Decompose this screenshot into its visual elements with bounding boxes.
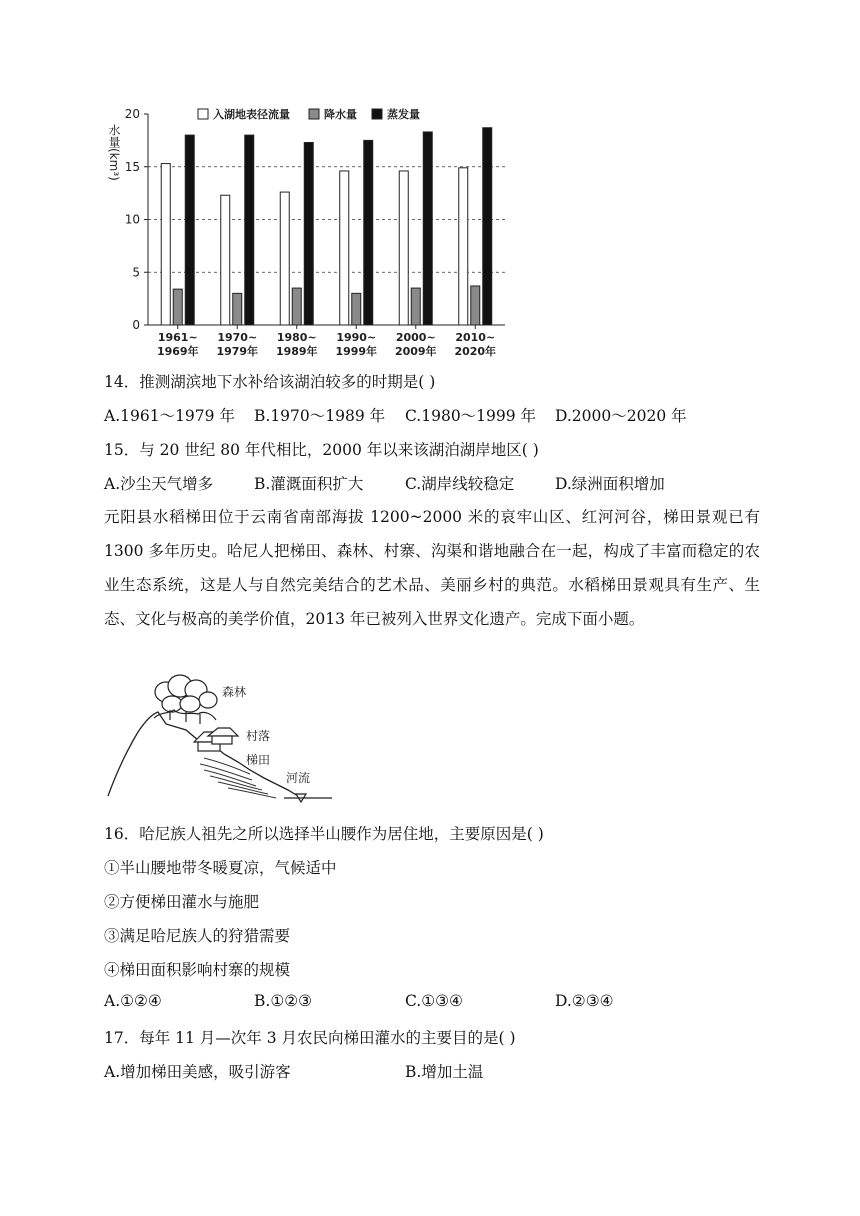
x-tick-label: 2010~ [455, 331, 496, 344]
bar [304, 142, 313, 325]
q17-option-a[interactable]: A.增加梯田美感，吸引游客 [104, 1063, 291, 1081]
q14-option-c[interactable]: C.1980～1999 年 [405, 407, 537, 425]
q16-option-d[interactable]: D.②③④ [555, 992, 614, 1010]
x-tick-label: 1989年 [275, 345, 318, 358]
y-tick-label: 5 [132, 265, 140, 280]
q15-option-b[interactable]: B.灌溉面积扩大 [254, 475, 364, 493]
x-tick-label: 1961~ [157, 331, 198, 344]
legend-swatch [198, 109, 208, 119]
passage-text: 元阳县水稻梯田位于云南省南部海拔 1200~2000 米的哀牢山区、红河河谷，梯田景观已有 1300 多年历史。哈尼人把梯田、森林、村寨、沟渠和谐地融合在一起，构成了丰富而稳定的农业生态系统，这是人与自然完美结合的艺术品、美丽乡村的典范。水稻梯田景观具有生产、生态、文化与极高的美学价值，2013 年已被列入世界文化遗产。完成下面小题。 [104, 508, 760, 628]
q16-statement-3: ③满足哈尼族人的狩猎需要 [104, 927, 291, 945]
bar [185, 135, 194, 325]
x-tick-label: 1999年 [335, 345, 378, 358]
q14-stem: 14．推测湖滨地下水补给该湖泊较多的时期是( ) [104, 373, 436, 391]
y-tick-label: 15 [124, 159, 140, 174]
river-label: 河流 [286, 771, 311, 785]
q16-statement-1: ①半山腰地带冬暖夏凉，气候适中 [104, 859, 337, 877]
q16-stem: 16．哈尼族人祖先之所以选择半山腰作为居住地，主要原因是( ) [104, 825, 544, 843]
forest-label: 森林 [222, 685, 247, 699]
q17-option-b[interactable]: B.增加土温 [405, 1063, 484, 1081]
q15-option-a[interactable]: A.沙尘天气增多 [104, 475, 214, 493]
bar [483, 128, 492, 325]
bar [459, 168, 468, 325]
q17-stem: 17．每年 11 月—次年 3 月农民向梯田灌水的主要目的是( ) [104, 1029, 516, 1047]
legend-swatch [309, 109, 319, 119]
q14-option-a[interactable]: A.1961～1979 年 [104, 407, 235, 425]
y-axis-label: 水量(km³) [107, 124, 121, 181]
x-tick-label: 2000~ [395, 331, 436, 344]
chart-svg [100, 100, 520, 365]
bar [352, 293, 361, 325]
q16-option-a[interactable]: A.①②④ [104, 992, 162, 1010]
bar [280, 192, 289, 325]
x-tick-label: 2009年 [394, 345, 437, 358]
x-tick-label: 1970~ [217, 331, 258, 344]
q15-option-d[interactable]: D.绿洲面积增加 [555, 475, 665, 493]
bar [471, 286, 480, 325]
terrace-diagram-svg [100, 670, 340, 812]
q15-option-c[interactable]: C.湖岸线较稳定 [405, 475, 515, 493]
legend-label: 蒸发量 [387, 108, 420, 121]
bar [292, 288, 301, 325]
q16-option-c[interactable]: C.①③④ [405, 992, 463, 1010]
q16-statement-4: ④梯田面积影响村寨的规模 [104, 961, 291, 979]
river-icon [284, 794, 332, 802]
legend-swatch [372, 109, 382, 119]
legend-label: 入湖地表径流量 [213, 108, 290, 121]
q14-option-d[interactable]: D.2000～2020 年 [555, 407, 687, 425]
x-tick-label: 1980~ [276, 331, 317, 344]
q15-stem: 15．与 20 世纪 80 年代相比，2000 年以来该湖泊湖岸地区( ) [104, 441, 539, 459]
bar [221, 195, 230, 325]
bar [340, 171, 349, 325]
bar [245, 135, 254, 325]
bar [364, 140, 373, 325]
bar [161, 164, 170, 325]
bar [399, 171, 408, 325]
x-tick-label: 1979年 [216, 345, 259, 358]
y-tick-label: 10 [124, 212, 140, 227]
q16-statement-2: ②方便梯田灌水与施肥 [104, 893, 260, 911]
legend-label: 降水量 [324, 108, 357, 121]
bar [411, 288, 420, 325]
terrace-diagram [100, 670, 340, 812]
q16-option-b[interactable]: B.①②③ [254, 992, 313, 1010]
y-tick-label: 20 [124, 107, 140, 121]
x-tick-label: 1990~ [336, 331, 377, 344]
bar [233, 293, 242, 325]
village-icon [194, 728, 238, 751]
y-tick-label: 0 [132, 318, 140, 332]
x-tick-label: 1969年 [156, 345, 199, 358]
bar [173, 289, 182, 325]
water-balance-chart [100, 100, 520, 365]
bar [423, 132, 432, 325]
q14-option-b[interactable]: B.1970～1989 年 [254, 407, 386, 425]
forest-icon [154, 675, 217, 724]
village-label: 村落 [246, 729, 271, 743]
terrace-label: 梯田 [246, 753, 271, 767]
x-tick-label: 2020年 [454, 345, 497, 358]
